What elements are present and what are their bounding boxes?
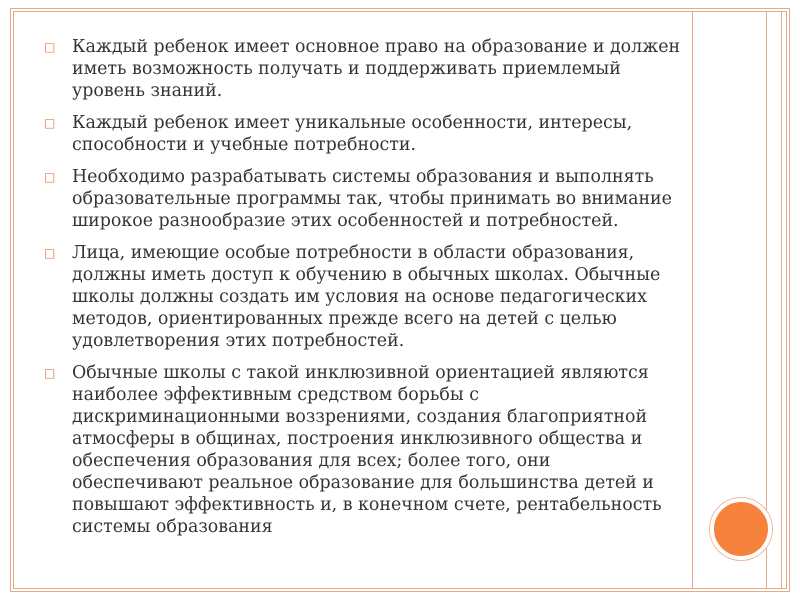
- bullet-list: [44, 36, 684, 538]
- bullet-item: [44, 112, 684, 156]
- bullet-item: [44, 362, 684, 538]
- bullet-square-icon: □: [44, 366, 56, 380]
- bullet-text: Обычные школы с такой инклюзивной ориентацией являются наиболее эффективным средством борьбы с дискриминационными воззрениями, создания благоприятной атмосферы в общинах, построения инклюзивного общества и обеспечения образования для всех; более того, они обеспечивают реальное образование для большинства детей и повышают эффективность и, в конечном счете, рентабельность системы образования: [72, 363, 662, 537]
- decorative-sidebar-line: [766, 12, 767, 588]
- bullet-text: Необходимо разрабатывать системы образования и выполнять образовательные программы так, чтобы принимать во внимание широкое разнообразие этих особенностей и потребностей.: [72, 167, 672, 231]
- slide-content: [44, 36, 684, 548]
- bullet-text: Каждый ребенок имеет основное право на образование и должен иметь возможность получать и поддерживать приемлемый уровень знаний.: [72, 37, 681, 101]
- bullet-item: [44, 242, 684, 352]
- decorative-circle: [710, 498, 772, 560]
- bullet-text: Каждый ребенок имеет уникальные особенности, интересы, способности и учебные потребности.: [72, 113, 633, 155]
- bullet-text: Лица, имеющие особые потребности в области образования, должны иметь доступ к обучению в обычных школах. Обычные школы должны создать им условия на основе педагогических методов, ориентированных прежде всего на детей с целью удовлетворения этих потребностей.: [72, 243, 661, 351]
- bullet-square-icon: □: [44, 40, 56, 54]
- bullet-item: [44, 166, 684, 232]
- bullet-square-icon: □: [44, 170, 56, 184]
- bullet-square-icon: □: [44, 246, 56, 260]
- bullet-item: [44, 36, 684, 102]
- bullet-square-icon: □: [44, 116, 56, 130]
